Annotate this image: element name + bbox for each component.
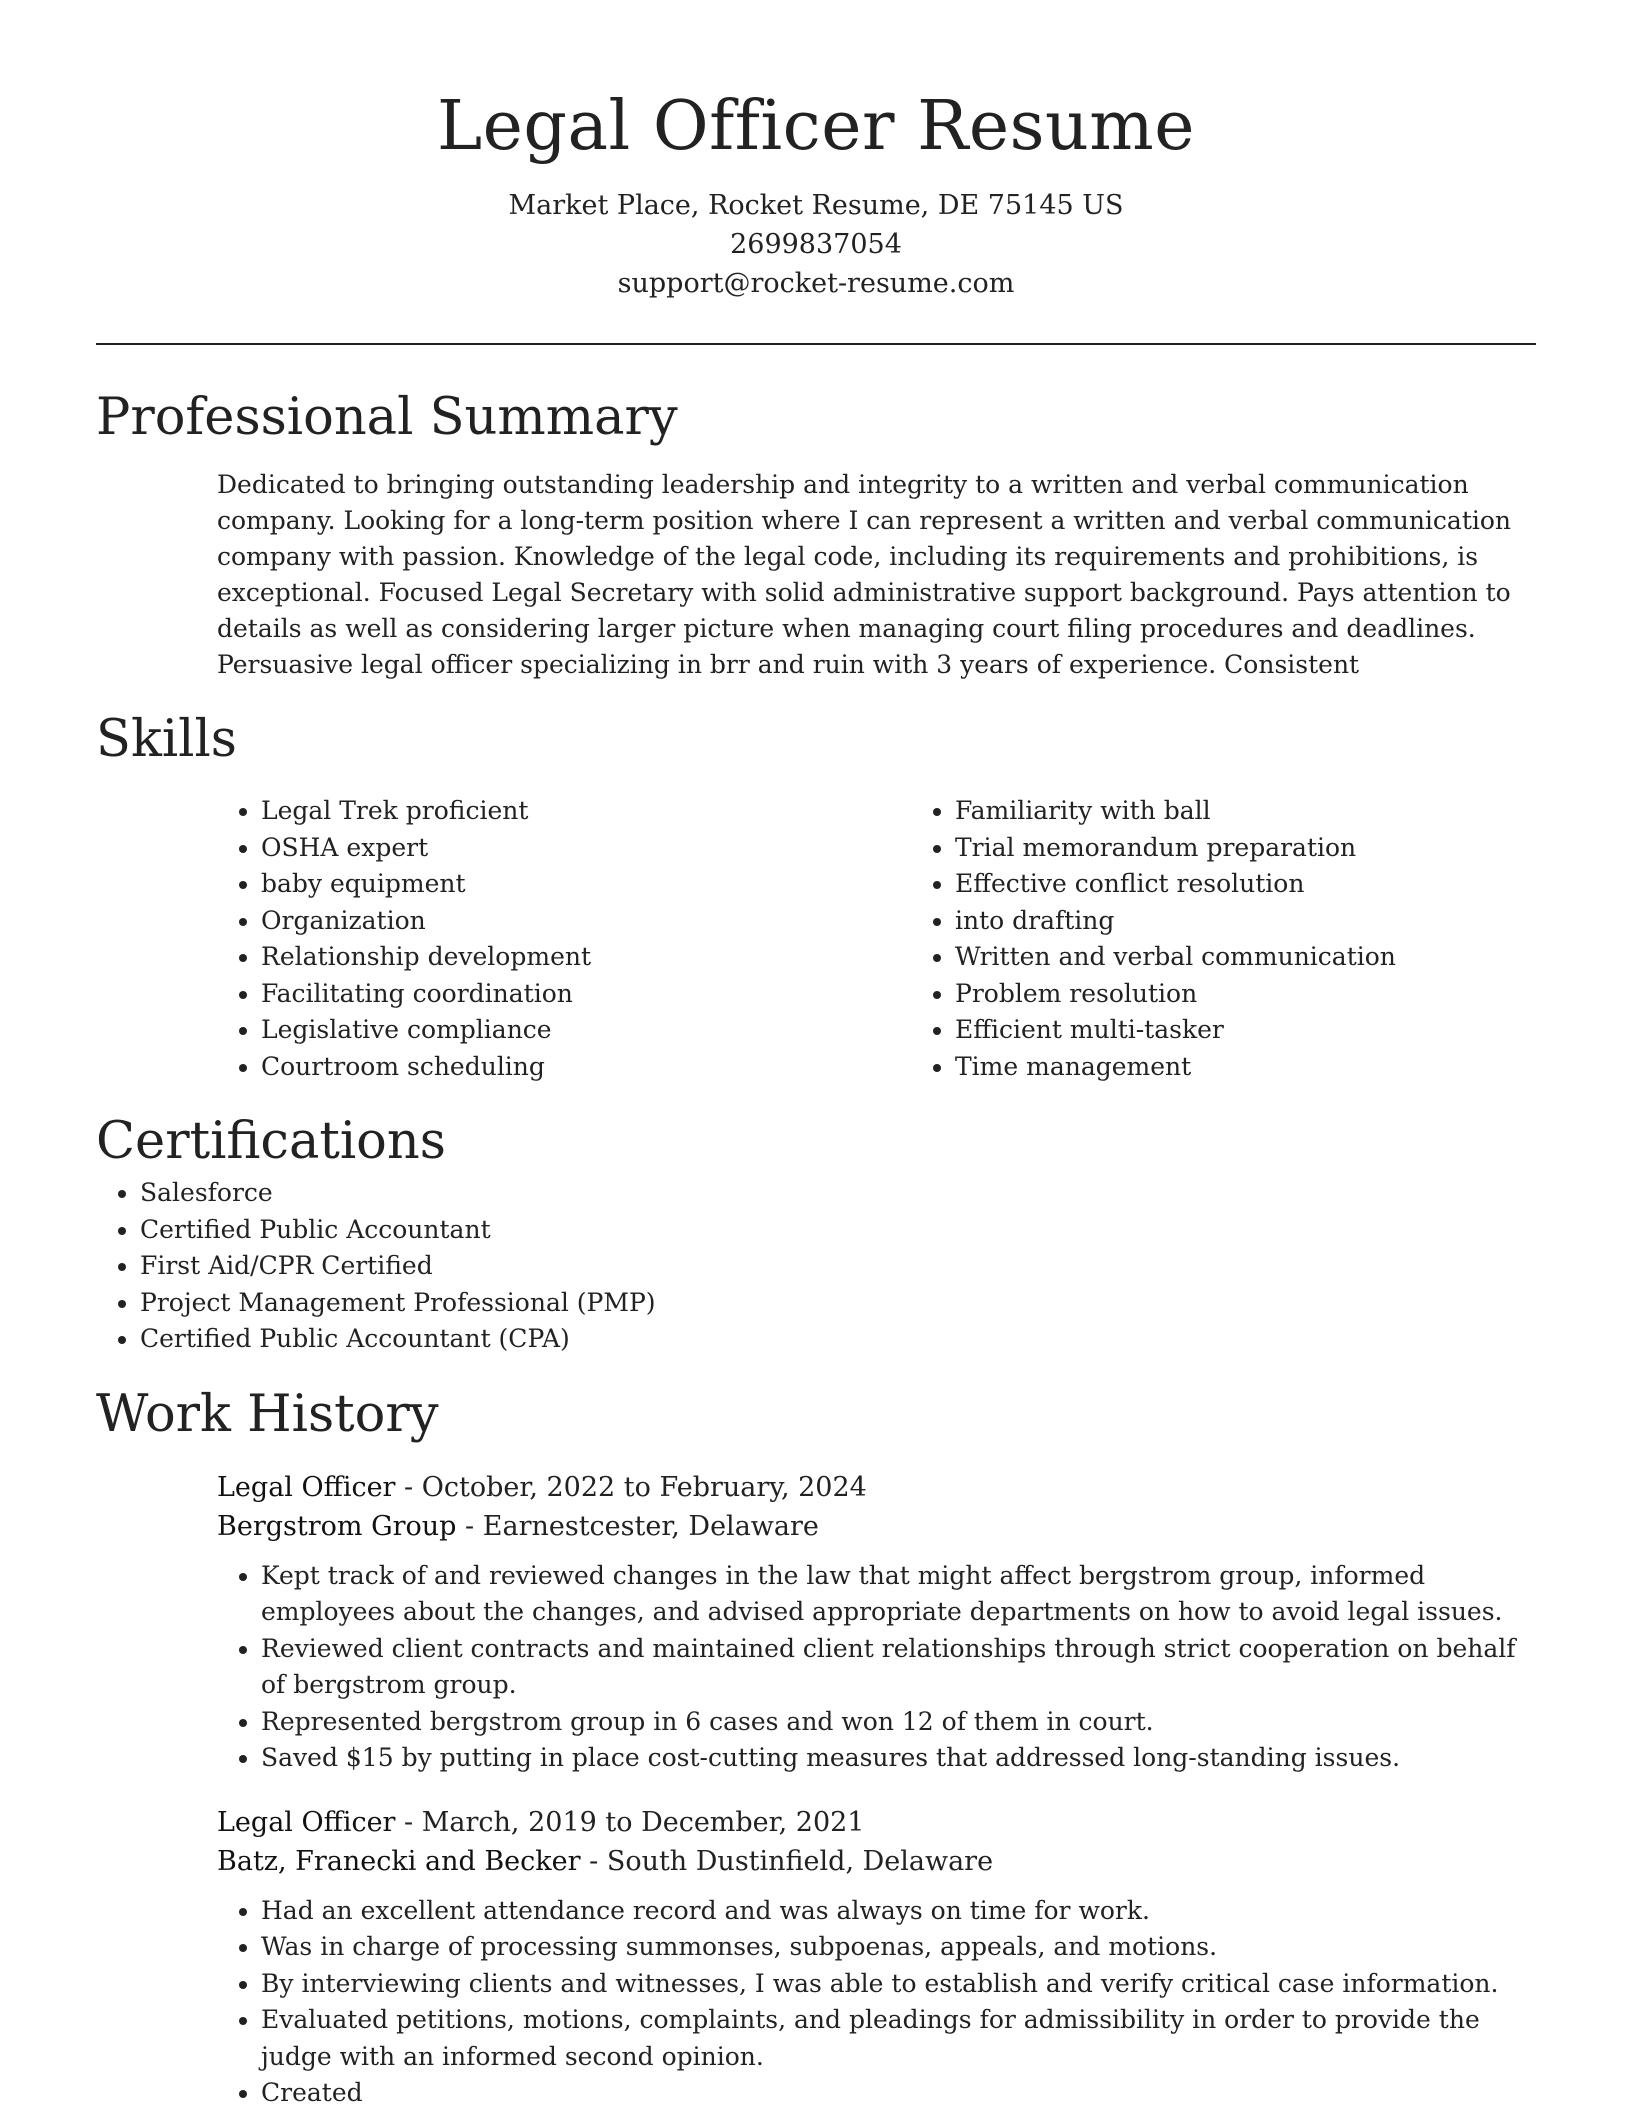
skills-section (96, 707, 1536, 1085)
skill-item: • Time management (955, 1049, 1605, 1086)
job-company-line (217, 1507, 1536, 1546)
skill-item: • Problem resolution (955, 976, 1605, 1013)
skill-item: • Efficient multi-tasker (955, 1012, 1605, 1049)
certifications-heading: Certifications (96, 1112, 446, 1171)
job-duty: • Was in charge of processing summonses, subpoenas, appeals, and motions. (261, 1929, 1536, 1966)
skill-item: • Courtroom scheduling (261, 1049, 911, 1086)
job-duties-list (217, 1558, 1536, 1777)
job-location: - South Dustinfield, Delaware (580, 1845, 994, 1877)
skill-item: • Organization (261, 903, 911, 940)
skill-item: • Familiarity with ball (955, 793, 1605, 830)
skill-item: • OSHA expert (261, 830, 911, 867)
job-duty: • Evaluated petitions, motions, complaints, and pleadings for admissibility in order to provide the judge with an informed second opinion. (261, 2002, 1536, 2075)
skill-item: • into drafting (955, 903, 1605, 940)
job-duty: • Created (261, 2075, 1536, 2112)
job-entry (217, 1803, 1536, 2112)
skill-item: • Effective conflict resolution (955, 866, 1605, 903)
certifications-list (96, 1175, 1536, 1358)
skill-item: • Legal Trek proficient (261, 793, 911, 830)
work-history-heading: Work History (96, 1384, 439, 1444)
work-history-section (96, 1382, 1536, 2112)
skills-list-right (911, 793, 1605, 1085)
job-location: - Earnestcester, Delaware (456, 1510, 819, 1542)
job-duty: • Kept track of and reviewed changes in the law that might affect bergstrom group, informed employees about the changes, and advised appropriate departments on how to avoid legal issues. (261, 1558, 1536, 1631)
summary-heading: Professional Summary (96, 388, 678, 447)
job-duty: • Had an excellent attendance record and was always on time for work. (261, 1893, 1536, 1930)
job-duty: • Saved $15 by putting in place cost-cutting measures that addressed long-standing issues. (261, 1740, 1536, 1777)
certifications-section (96, 1109, 1536, 1358)
job-dates: - March, 2019 to December, 2021 (395, 1806, 865, 1838)
contact-phone: 2699837054 (730, 229, 902, 260)
skills-columns (217, 793, 1536, 1085)
contact-address: Market Place, Rocket Resume, DE 75145 US (508, 190, 1124, 221)
skill-item: • baby equipment (261, 866, 911, 903)
certification-item: • Project Management Professional (PMP) (140, 1285, 1536, 1322)
certification-item: • Certified Public Accountant (CPA) (140, 1321, 1536, 1358)
skills-heading: Skills (96, 710, 237, 769)
certification-item: • Salesforce (140, 1175, 1536, 1212)
skill-item: • Facilitating coordination (261, 976, 911, 1013)
resume-title: Legal Officer Resume (437, 87, 1195, 166)
job-title-line (217, 1468, 1536, 1507)
job-role: Legal Officer (217, 1806, 396, 1838)
job-duty: • Represented bergstrom group in 6 cases and won 12 of them in court. (261, 1704, 1536, 1741)
job-company-line (217, 1842, 1536, 1881)
skills-list-left (217, 793, 911, 1085)
header-divider (96, 343, 1536, 345)
contact-block (96, 186, 1536, 303)
skill-item: • Relationship development (261, 939, 911, 976)
skill-item: • Written and verbal communication (955, 939, 1605, 976)
job-entry (217, 1468, 1536, 1777)
skill-item: • Trial memorandum preparation (955, 830, 1605, 867)
certification-item: • Certified Public Accountant (140, 1212, 1536, 1249)
resume-header (96, 0, 1536, 303)
job-duty: • By interviewing clients and witnesses, I was able to establish and verify critical case information. (261, 1966, 1536, 2003)
job-role: Legal Officer (217, 1471, 396, 1503)
summary-section (96, 385, 1536, 683)
contact-email: support@rocket-resume.com (617, 268, 1015, 299)
summary-text: Dedicated to bringing outstanding leadership and integrity to a written and verbal communication company. Looking for a long-term position where I can represent a written and verbal communication company with passion. Knowledge of the legal code, including its requirements and prohibitions, is exceptional. Focused Legal Secretary with solid administrative support background. Pays attention to details as well as considering larger picture when managing court filing procedures and deadlines. Persuasive legal officer specializing in brr and ruin with 3 years of experience. Consistent (217, 470, 1512, 679)
job-dates: - October, 2022 to February, 2024 (395, 1471, 867, 1503)
job-title-line (217, 1803, 1536, 1842)
job-duties-list (217, 1893, 1536, 2112)
job-duty: • Reviewed client contracts and maintained client relationships through strict cooperation on behalf of bergstrom group. (261, 1631, 1536, 1704)
job-company: Batz, Franecki and Becker (217, 1845, 581, 1877)
certification-item: • First Aid/CPR Certified (140, 1248, 1536, 1285)
job-company: Bergstrom Group (217, 1510, 457, 1542)
skill-item: • Legislative compliance (261, 1012, 911, 1049)
